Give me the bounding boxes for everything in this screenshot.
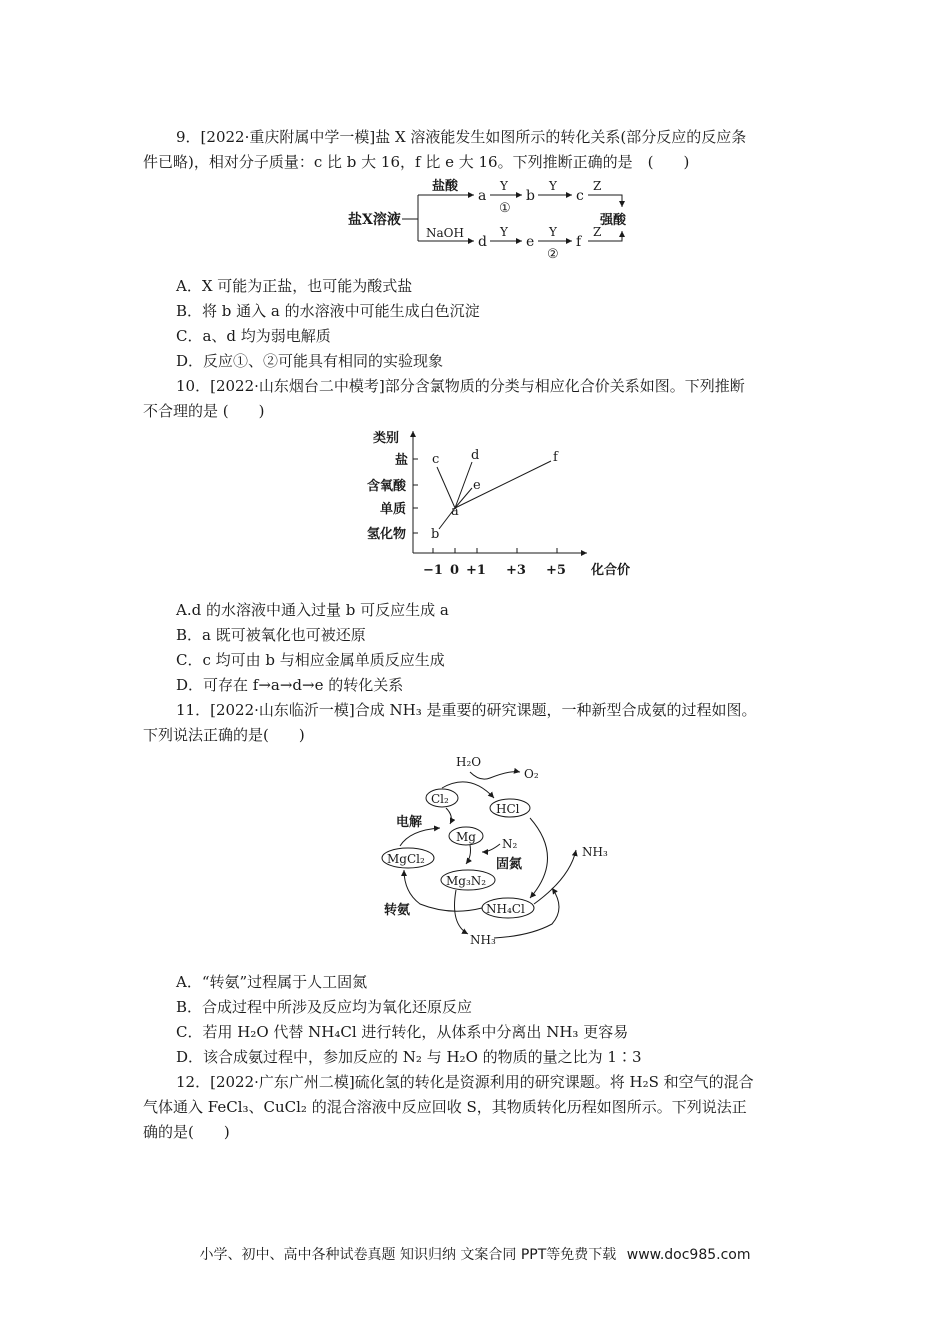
tick-plus5: +5 (546, 563, 566, 578)
tick-plus1: +1 (466, 563, 486, 578)
q11-option-a: A．“转氨”过程属于人工固氮 (176, 973, 368, 991)
point-e: e (473, 478, 481, 493)
q9-option-d: D．反应①、②可能具有相同的实验现象 (176, 352, 444, 370)
q9-a: a (478, 188, 487, 204)
q9-z1: Z (593, 179, 602, 193)
point-f: f (553, 450, 558, 465)
q9-y4: Y (549, 225, 557, 239)
q11-stem-line1: 11．[2022·山东临沂一模]合成 NH₃ 是重要的研究课题，一种新型合成氨的过程如图。 (176, 701, 757, 719)
q9-f: f (576, 234, 582, 250)
x-axis-label: 化合价 (591, 563, 631, 578)
q9-option-c: C．a、d 均为弱电解质 (176, 327, 331, 345)
q9-stem-line2: 件已略)，相对分子质量：c 比 b 大 16，f 比 e 大 16。下列推断正确的是 ( ) (143, 153, 690, 171)
q12-stem-line2: 气体通入 FeCl₃、CuCl₂ 的混合溶液中反应回收 S，其物质转化历程如图所示。下列说法正 (143, 1098, 747, 1116)
label-fixation: 固氮 (496, 857, 523, 872)
q9-e: e (526, 234, 535, 250)
q9-stem-line1: 9．[2022·重庆附属中学一模]盐 X 溶液能发生如图所示的转化关系(部分反应的反应条 (176, 128, 747, 146)
label-electrolysis: 电解 (396, 815, 423, 830)
q11-option-b: B．合成过程中所涉及反应均为氧化还原反应 (176, 998, 473, 1016)
svg-text:HCl: HCl (496, 802, 520, 816)
q9-option-a: A．X 可能为正盐，也可能为酸式盐 (176, 277, 413, 295)
tick-minus1: −1 (423, 563, 443, 578)
category-hydride: 氢化物 (367, 527, 407, 542)
footer-text: 小学、初中、高中各种试卷真题 知识归纳 文案合同 PPT等免费下载 (199, 1247, 617, 1263)
q9-y3: Y (500, 225, 508, 239)
q11-option-d: D．该合成氨过程中，参加反应的 N₂ 与 H₂O 的物质的量之比为 1∶3 (176, 1048, 642, 1066)
q10-option-d: D．可存在 f→a→d→e 的转化关系 (176, 676, 404, 694)
category-salt: 盐 (395, 453, 409, 468)
q9-reaction-diagram (340, 175, 640, 267)
q10-stem-line2: 不合理的是 ( ) (143, 402, 265, 420)
svg-text:Cl₂: Cl₂ (431, 792, 449, 806)
q9-option-b: B．将 b 通入 a 的水溶液中可能生成白色沉淀 (176, 302, 480, 320)
y-axis-label: 类别 (373, 431, 400, 446)
q10-stem-line1: 10．[2022·山东烟台二中模考]部分含氯物质的分类与相应化合价关系如图。下列推断 (176, 377, 745, 395)
q9-z2: Z (593, 225, 602, 239)
q9-c: c (576, 188, 584, 204)
q9-start-label: 盐X溶液 (348, 212, 401, 228)
label-transfer: 转氨 (384, 903, 411, 918)
q9-d: d (478, 234, 487, 250)
q12-stem-line1: 12．[2022·广东广州二模]硫化氢的转化是资源利用的研究课题。将 H₂S 和空气的混合 (176, 1073, 754, 1091)
label-o2: O₂ (524, 767, 539, 781)
q11-stem-line2: 下列说法正确的是( ) (143, 726, 305, 744)
label-nh3-right: NH₃ (582, 845, 608, 859)
q9-r2: ② (547, 247, 559, 262)
q9-acid-label: 盐酸 (432, 179, 459, 194)
point-c: c (432, 452, 440, 467)
tick-plus3: +3 (506, 563, 526, 578)
q9-r1: ① (499, 201, 511, 216)
category-oxyacid: 含氧酸 (367, 479, 407, 494)
q10-option-b: B．a 既可被氧化也可被还原 (176, 626, 366, 644)
svg-text:MgCl₂: MgCl₂ (387, 852, 425, 866)
q10-option-a: A.d 的水溶液中通入过量 b 可反应生成 a (176, 601, 449, 619)
svg-text:NH₄Cl: NH₄Cl (486, 902, 525, 916)
q11-option-c: C．若用 H₂O 代替 NH₄Cl 进行转化，从体系中分离出 NH₃ 更容易 (176, 1023, 629, 1041)
q10-option-c: C．c 均可由 b 与相应金属单质反应生成 (176, 651, 445, 669)
q9-strong-acid: 强酸 (600, 213, 627, 228)
svg-text:Mg: Mg (456, 830, 476, 844)
point-b: b (431, 527, 440, 542)
q9-y1: Y (500, 179, 508, 193)
svg-text:Mg₃N₂: Mg₃N₂ (446, 874, 487, 888)
q9-base-label: NaOH (426, 226, 464, 240)
q9-b: b (526, 188, 535, 204)
q10-chlorine-chart (355, 425, 635, 580)
point-d: d (471, 448, 480, 463)
page-footer (0, 1244, 950, 1264)
footer-url[interactable]: www.doc985.com (626, 1247, 751, 1263)
label-h2o: H₂O (456, 755, 482, 769)
q9-y2: Y (549, 179, 557, 193)
tick-0: 0 (450, 563, 460, 578)
point-a: a (451, 504, 459, 519)
q12-stem-line3: 确的是( ) (143, 1123, 230, 1141)
category-element: 单质 (380, 502, 407, 517)
label-n2: N₂ (502, 837, 518, 851)
q11-ammonia-cycle-diagram (370, 748, 630, 953)
label-nh3-bottom: NH₃ (470, 933, 496, 947)
